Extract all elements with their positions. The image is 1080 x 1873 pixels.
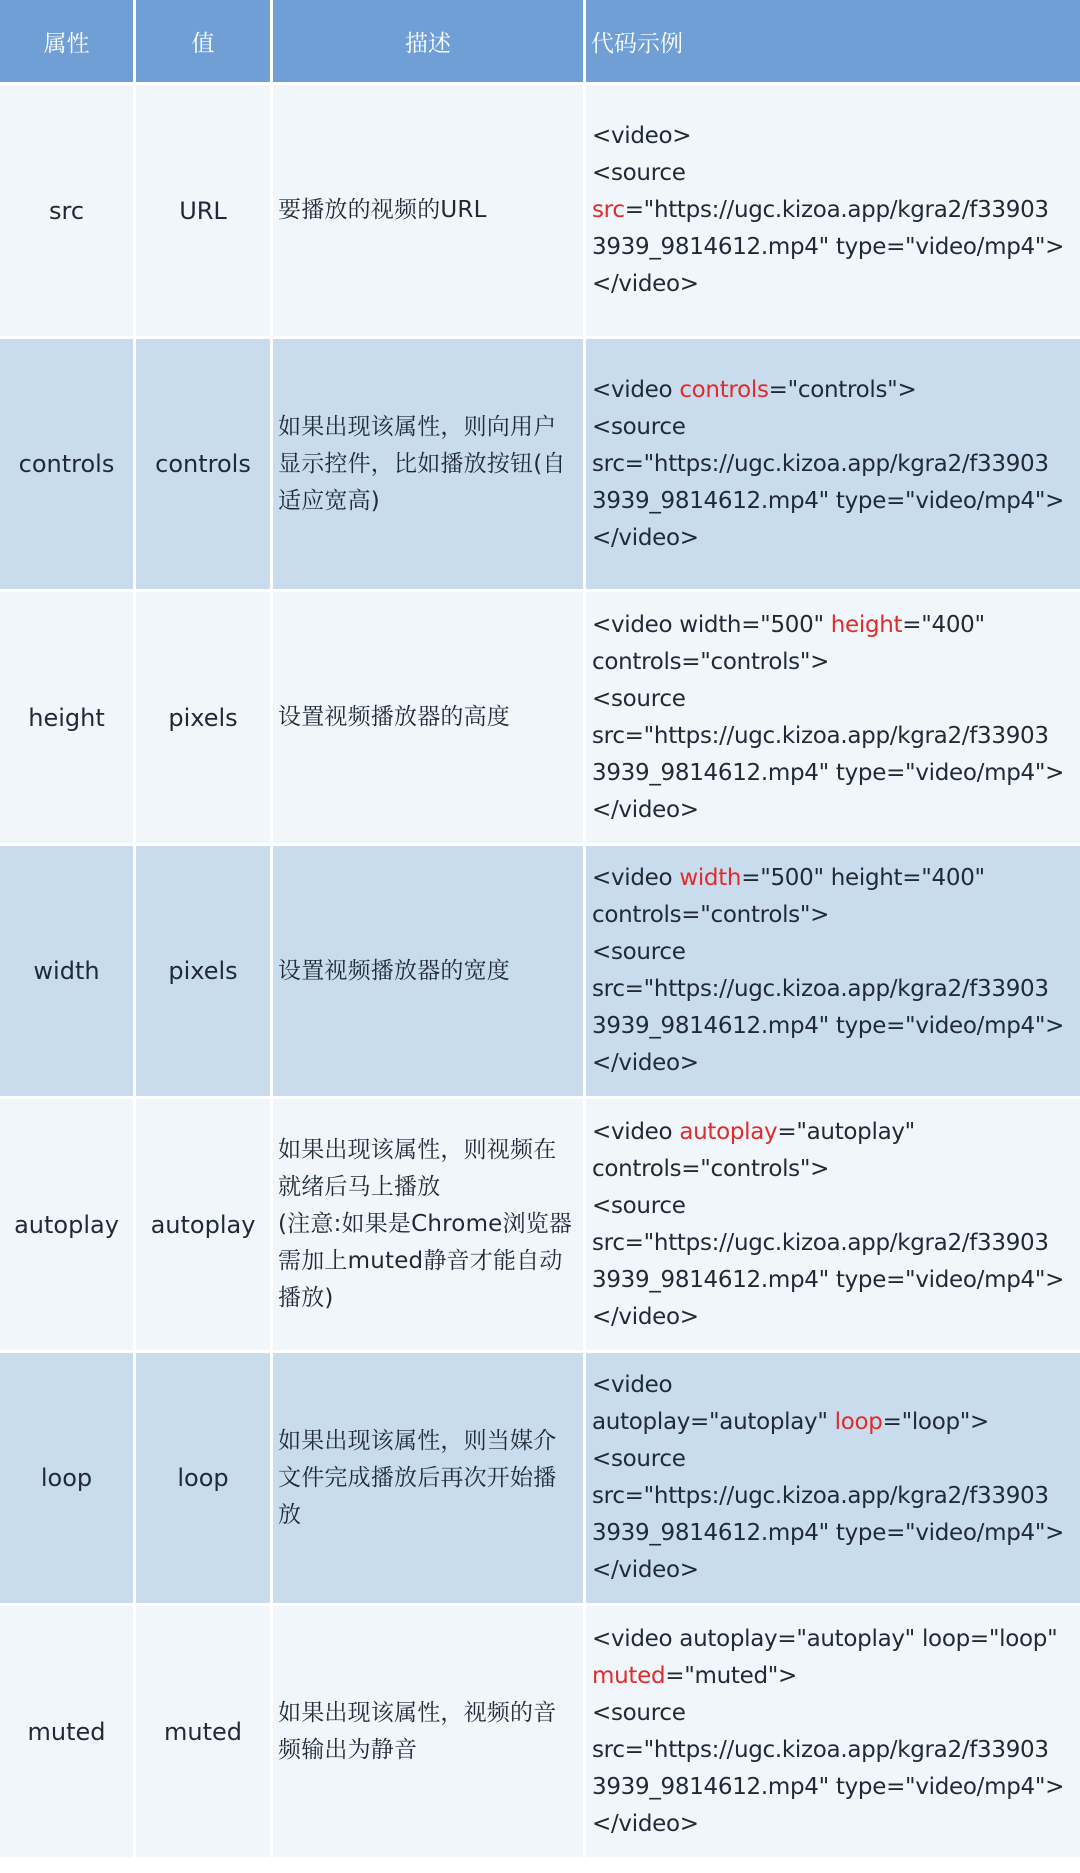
code-line bbox=[592, 1008, 1064, 1045]
code-line bbox=[592, 1552, 1064, 1589]
code-line bbox=[592, 718, 1064, 755]
description-text: 如果出现该属性，则当媒介文件完成播放后再次开始播放 bbox=[278, 1427, 557, 1528]
code-text: <source bbox=[592, 1699, 686, 1726]
code-text: 3939_9814612.mp4" type="video/mp4"> bbox=[592, 1013, 1065, 1039]
code-snippet bbox=[586, 860, 1070, 1082]
code-line bbox=[592, 1515, 1064, 1552]
code-line bbox=[592, 1769, 1064, 1806]
code-text: </video> bbox=[592, 1050, 699, 1076]
code-text: <video> bbox=[592, 123, 692, 149]
code-text: src="https://ugc.kizoa.app/kgra2/f33903 bbox=[592, 976, 1049, 1002]
code-text: </video> bbox=[592, 796, 699, 823]
code-text: 3939_9814612.mp4" type="video/mp4"> bbox=[592, 1266, 1065, 1293]
cell-description bbox=[273, 846, 586, 1099]
cell-attribute: controls bbox=[0, 339, 136, 592]
code-line bbox=[592, 792, 1064, 829]
header-attribute: 属性 bbox=[0, 0, 136, 85]
code-line bbox=[592, 118, 1064, 155]
code-line bbox=[592, 1188, 1064, 1225]
code-line bbox=[592, 1299, 1064, 1336]
code-text: <video bbox=[592, 865, 680, 891]
code-line bbox=[592, 1262, 1064, 1299]
code-text: controls="controls"> bbox=[592, 1155, 830, 1182]
code-text: 3939_9814612.mp4" type="video/mp4"> bbox=[592, 1520, 1065, 1546]
description-text: 设置视频播放器的高度 bbox=[278, 704, 510, 730]
cell-value: pixels bbox=[136, 592, 273, 846]
cell-value: loop bbox=[136, 1353, 273, 1606]
code-text: </video> bbox=[592, 271, 699, 297]
code-text: 3939_9814612.mp4" type="video/mp4"> bbox=[592, 487, 1065, 514]
code-text: <source bbox=[592, 939, 686, 965]
code-text: </video> bbox=[592, 1303, 699, 1330]
code-line bbox=[592, 372, 1064, 409]
code-attribute-highlight: width bbox=[679, 865, 742, 891]
code-line bbox=[592, 1404, 1064, 1441]
code-line bbox=[592, 446, 1064, 483]
code-attribute-highlight: autoplay bbox=[679, 1118, 778, 1145]
cell-attribute: height bbox=[0, 592, 136, 846]
code-text: controls="controls"> bbox=[592, 902, 830, 928]
code-text: autoplay="autoplay" bbox=[592, 1409, 835, 1435]
code-text: ="500" height="400" bbox=[741, 865, 985, 891]
code-text: ="controls"> bbox=[768, 376, 917, 403]
code-line bbox=[592, 409, 1064, 446]
cell-code-example bbox=[586, 1099, 1080, 1353]
cell-value: URL bbox=[136, 85, 273, 339]
description-text: 要播放的视频的URL bbox=[278, 197, 487, 223]
code-text: <source bbox=[592, 1446, 686, 1472]
description-text: 如果出现该属性，则视频在就绪后马上播放 (注意:如果是Chrome浏览器需加上muted静音才能自动播放) bbox=[278, 1137, 573, 1311]
header-value: 值 bbox=[136, 0, 273, 85]
cell-description bbox=[273, 85, 586, 339]
code-line bbox=[592, 934, 1064, 971]
code-snippet bbox=[586, 1621, 1070, 1843]
code-line bbox=[592, 644, 1064, 681]
cell-attribute: muted bbox=[0, 1606, 136, 1860]
code-text: ="autoplay" bbox=[777, 1118, 915, 1145]
code-line bbox=[592, 607, 1064, 644]
code-line bbox=[592, 520, 1064, 557]
code-attribute-highlight: controls bbox=[679, 376, 769, 403]
description-text: 如果出现该属性，视频的音频输出为静音 bbox=[278, 1699, 557, 1763]
cell-value: pixels bbox=[136, 846, 273, 1099]
cell-description bbox=[273, 1099, 586, 1353]
code-text: <source bbox=[592, 685, 686, 712]
cell-code-example bbox=[586, 1353, 1080, 1606]
cell-description bbox=[273, 339, 586, 592]
code-text: </video> bbox=[592, 1810, 699, 1837]
code-text: ="400" bbox=[902, 611, 985, 638]
code-line bbox=[592, 1367, 1064, 1404]
cell-attribute: loop bbox=[0, 1353, 136, 1606]
code-line bbox=[592, 1151, 1064, 1188]
code-text: <video autoplay="autoplay" loop="loop" bbox=[592, 1625, 1058, 1652]
code-text: src="https://ugc.kizoa.app/kgra2/f33903 bbox=[592, 1483, 1049, 1509]
code-text: src="https://ugc.kizoa.app/kgra2/f33903 bbox=[592, 1736, 1049, 1763]
cell-code-example bbox=[586, 339, 1080, 592]
code-text: controls="controls"> bbox=[592, 648, 830, 675]
code-line bbox=[592, 1478, 1064, 1515]
code-line bbox=[592, 1045, 1064, 1082]
code-snippet bbox=[586, 607, 1070, 829]
code-line bbox=[592, 266, 1064, 303]
code-attribute-highlight: height bbox=[830, 611, 903, 638]
cell-description bbox=[273, 592, 586, 846]
code-text: ="loop"> bbox=[882, 1409, 990, 1435]
cell-description bbox=[273, 1606, 586, 1860]
cell-description bbox=[273, 1353, 586, 1606]
cell-code-example bbox=[586, 846, 1080, 1099]
code-text: 3939_9814612.mp4" type="video/mp4"> bbox=[592, 759, 1065, 786]
code-text: </video> bbox=[592, 1557, 699, 1583]
code-text: <source bbox=[592, 413, 686, 440]
cell-value: autoplay bbox=[136, 1099, 273, 1353]
code-line bbox=[592, 1441, 1064, 1478]
code-line bbox=[592, 1732, 1064, 1769]
code-snippet bbox=[586, 372, 1070, 557]
cell-code-example bbox=[586, 1606, 1080, 1860]
code-text: <video width="500" bbox=[592, 611, 831, 638]
cell-code-example bbox=[586, 592, 1080, 846]
cell-value: controls bbox=[136, 339, 273, 592]
code-line bbox=[592, 681, 1064, 718]
cell-attribute: src bbox=[0, 85, 136, 339]
code-attribute-highlight: loop bbox=[834, 1409, 883, 1435]
code-text: 3939_9814612.mp4" type="video/mp4"> bbox=[592, 1773, 1065, 1800]
code-text: 3939_9814612.mp4" type="video/mp4"> bbox=[592, 234, 1065, 260]
code-attribute-highlight: muted bbox=[592, 1662, 666, 1689]
cell-attribute: autoplay bbox=[0, 1099, 136, 1353]
code-text: <video bbox=[592, 1372, 673, 1398]
code-line bbox=[592, 897, 1064, 934]
code-snippet bbox=[586, 118, 1070, 303]
code-line bbox=[592, 1806, 1064, 1843]
code-line bbox=[592, 755, 1064, 792]
cell-attribute: width bbox=[0, 846, 136, 1099]
code-line bbox=[592, 860, 1064, 897]
code-text: <source bbox=[592, 160, 686, 186]
code-line bbox=[592, 192, 1064, 229]
description-text: 设置视频播放器的宽度 bbox=[278, 957, 510, 984]
code-text: ="https://ugc.kizoa.app/kgra2/f33903 bbox=[624, 197, 1049, 223]
code-text: <video bbox=[592, 1118, 680, 1145]
header-code-example: 代码示例 bbox=[586, 0, 1080, 85]
code-text: <video bbox=[592, 376, 680, 403]
code-line bbox=[592, 229, 1064, 266]
code-line bbox=[592, 971, 1064, 1008]
code-line bbox=[592, 1225, 1064, 1262]
code-line bbox=[592, 155, 1064, 192]
cell-value: muted bbox=[136, 1606, 273, 1860]
description-text: 如果出现该属性，则向用户显示控件，比如播放按钮(自适应宽高) bbox=[278, 413, 566, 514]
code-line bbox=[592, 1695, 1064, 1732]
code-snippet bbox=[586, 1114, 1070, 1336]
code-line bbox=[592, 1621, 1064, 1658]
cell-code-example bbox=[586, 85, 1080, 339]
code-text: src="https://ugc.kizoa.app/kgra2/f33903 bbox=[592, 1229, 1049, 1256]
code-text: ="muted"> bbox=[665, 1662, 798, 1689]
code-text: src="https://ugc.kizoa.app/kgra2/f33903 bbox=[592, 450, 1049, 477]
code-text: <source bbox=[592, 1192, 686, 1219]
code-text: src="https://ugc.kizoa.app/kgra2/f33903 bbox=[592, 722, 1049, 749]
code-line bbox=[592, 1114, 1064, 1151]
code-text: </video> bbox=[592, 524, 699, 551]
code-line bbox=[592, 1658, 1064, 1695]
code-attribute-highlight: src bbox=[592, 197, 625, 223]
code-snippet bbox=[586, 1367, 1070, 1589]
code-line bbox=[592, 483, 1064, 520]
header-description: 描述 bbox=[273, 0, 586, 85]
